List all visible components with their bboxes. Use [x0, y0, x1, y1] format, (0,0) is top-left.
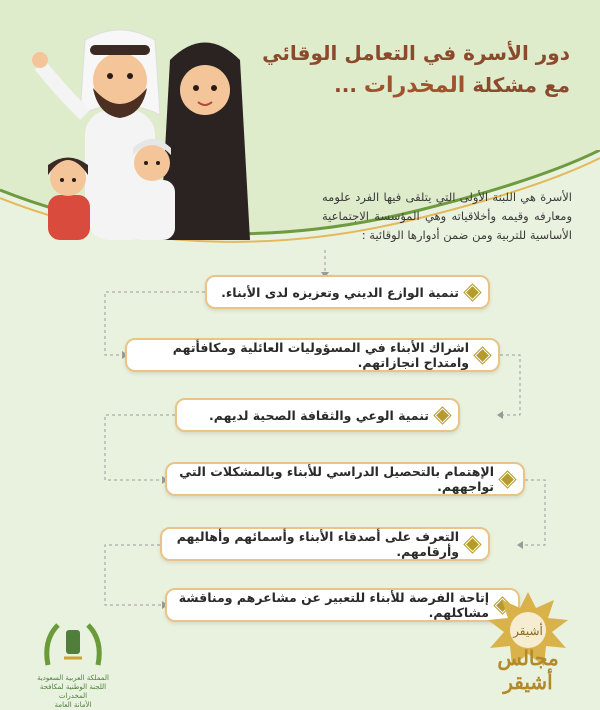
step-label-3: تنمية الوعي والثقافة الصحية لديهم.	[209, 407, 429, 423]
subtitle-prefix: مع مشكلة	[465, 73, 570, 97]
brand-name: مجالس أشيقر	[497, 646, 559, 694]
page-title: دور الأسرة في التعامل الوقائي	[262, 41, 570, 65]
step-box-3	[175, 398, 460, 432]
subtitle-suffix: ...	[334, 73, 364, 97]
majalis-ushaiqer-logo	[478, 590, 578, 700]
step-box-4	[165, 462, 525, 496]
laurel-emblem-icon	[38, 620, 108, 670]
diamond-bullet-icon	[435, 407, 451, 423]
step-label-2: اشراك الأبناء في المسؤوليات العائلية ومكافأتهم وامتداح انجازاتهم.	[172, 340, 469, 370]
step-label-4: الإهتمام بالتحصيل الدراسي للأبناء وبالمشكلات التي تواجههم.	[179, 464, 494, 494]
subtitle-accent: المخدرات	[363, 73, 466, 98]
step-label-6: إتاحة الفرصة للأبناء للتعبير عن مشاعرهم ومناقشة مشاكلهم.	[178, 590, 489, 620]
step-box-5	[160, 527, 490, 561]
diamond-bullet-icon	[500, 471, 516, 487]
intro-paragraph: الأسرة هي اللبنة الأولى التي يتلقى فيها الفرد علومه ومعارفه وقيمه وأخلاقياته وهي المؤسسة الاجتماعية الأساسية للتربية ومن ضمن أدوارها الوقائية :	[322, 190, 572, 242]
logo-line-3: الأمانة العامة	[54, 701, 92, 709]
step-box-1	[205, 275, 490, 309]
diamond-bullet-icon	[465, 536, 481, 552]
step-box-6	[165, 588, 520, 622]
logo-line-2: اللجنة الوطنية لمكافحة المخدرات	[39, 683, 107, 700]
national-committee-logo	[28, 620, 118, 709]
logo-line-1: المملكة العربية السعودية	[37, 674, 109, 682]
step-label-1: تنمية الوازع الديني وتعزيزه لدى الأبناء.	[221, 284, 459, 300]
diamond-bullet-icon	[475, 347, 491, 363]
step-box-2	[125, 338, 500, 372]
emblem-text: أشيقر	[513, 624, 543, 638]
step-label-5: التعرف على أصدقاء الأبناء وأسمائهم وأهاليهم وأرقامهم.	[176, 529, 459, 559]
diamond-bullet-icon	[465, 284, 481, 300]
